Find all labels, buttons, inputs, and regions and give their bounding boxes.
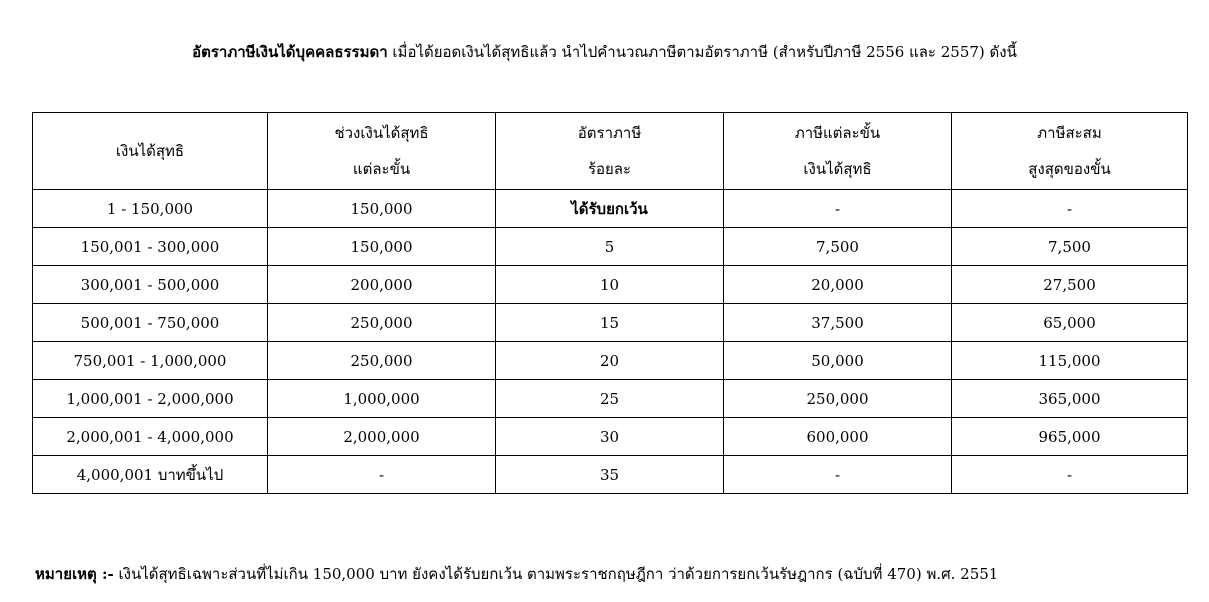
header-label-line2: ร้อยละ: [587, 160, 632, 178]
cell-tax-rate: 25: [496, 380, 724, 418]
table-row: [33, 304, 1188, 342]
cell-net-income: 300,001 - 500,000: [33, 266, 268, 304]
cell-net-income: 2,000,001 - 4,000,000: [33, 418, 268, 456]
cell-bracket-amount: 200,000: [268, 266, 496, 304]
cell-bracket-amount: 250,000: [268, 304, 496, 342]
cell-cumulative-tax: -: [952, 190, 1188, 228]
cell-bracket-tax: 50,000: [724, 342, 952, 380]
table-header-row: [33, 113, 1188, 190]
cell-cumulative-tax: 365,000: [952, 380, 1188, 418]
table-row: [33, 380, 1188, 418]
cell-net-income: 750,001 - 1,000,000: [33, 342, 268, 380]
cell-tax-rate: 10: [496, 266, 724, 304]
heading-description: เมื่อได้ยอดเงินได้สุทธิแล้ว นำไปคำนวณภาษีตามอัตราภาษี (สำหรับปีภาษี 2556 และ 2557) ดังนี้: [387, 43, 1017, 61]
cell-net-income: 500,001 - 750,000: [33, 304, 268, 342]
header-label: เงินได้สุทธิ: [115, 142, 185, 160]
cell-bracket-tax: 600,000: [724, 418, 952, 456]
cell-net-income: 4,000,001 บาทขึ้นไป: [33, 456, 268, 494]
header-label-line2: แต่ละขั้น: [352, 160, 411, 178]
header-income-bracket: [268, 113, 496, 190]
cell-tax-rate: 35: [496, 456, 724, 494]
header-label-line2: เงินได้สุทธิ: [803, 160, 872, 178]
header-label-line1: ช่วงเงินได้สุทธิ: [334, 124, 429, 142]
cell-bracket-tax: 20,000: [724, 266, 952, 304]
cell-bracket-amount: -: [268, 456, 496, 494]
cell-cumulative-tax: 965,000: [952, 418, 1188, 456]
footnote-text: เงินได้สุทธิเฉพาะส่วนที่ไม่เกิน 150,000 บาท ยังคงได้รับยกเว้น ตามพระราชกฤษฎีกา ว่าด้วยการยกเว้นรัษฎากร (ฉบับที่ 470) พ.ศ. 2551: [113, 565, 999, 583]
cell-cumulative-tax: 115,000: [952, 342, 1188, 380]
table-row: [33, 266, 1188, 304]
cell-bracket-tax: -: [724, 190, 952, 228]
cell-cumulative-tax: -: [952, 456, 1188, 494]
cell-bracket-tax: 250,000: [724, 380, 952, 418]
cell-bracket-tax: 7,500: [724, 228, 952, 266]
header-cumulative-tax: [952, 113, 1188, 190]
heading-bold-title: อัตราภาษีเงินได้บุคคลธรรมดา: [192, 43, 388, 61]
cell-tax-rate: 20: [496, 342, 724, 380]
cell-bracket-amount: 150,000: [268, 190, 496, 228]
header-label-line1: อัตราภาษี: [577, 124, 642, 142]
cell-net-income: 1,000,001 - 2,000,000: [33, 380, 268, 418]
tax-rate-table: [32, 112, 1188, 494]
footnote-label: หมายเหตุ :-: [35, 565, 114, 583]
cell-cumulative-tax: 7,500: [952, 228, 1188, 266]
header-label-line1: ภาษีสะสม: [1037, 124, 1102, 142]
table-row: [33, 342, 1188, 380]
header-tax-per-bracket: [724, 113, 952, 190]
cell-bracket-tax: 37,500: [724, 304, 952, 342]
header-label-line2: สูงสุดของขั้น: [1028, 160, 1111, 178]
cell-tax-rate: 15: [496, 304, 724, 342]
cell-net-income: 1 - 150,000: [33, 190, 268, 228]
cell-net-income: 150,001 - 300,000: [33, 228, 268, 266]
header-net-income: [33, 113, 268, 190]
table-row: [33, 456, 1188, 494]
header-label-line1: ภาษีแต่ละขั้น: [794, 124, 881, 142]
cell-bracket-tax: -: [724, 456, 952, 494]
table-row: [33, 228, 1188, 266]
cell-bracket-amount: 150,000: [268, 228, 496, 266]
page-heading: [0, 40, 1209, 64]
cell-cumulative-tax: 27,500: [952, 266, 1188, 304]
table-row: [33, 190, 1188, 228]
header-tax-rate: [496, 113, 724, 190]
cell-tax-rate: ได้รับยกเว้น: [496, 190, 724, 228]
footnote: [35, 562, 998, 586]
cell-cumulative-tax: 65,000: [952, 304, 1188, 342]
cell-tax-rate: 30: [496, 418, 724, 456]
cell-tax-rate: 5: [496, 228, 724, 266]
cell-bracket-amount: 250,000: [268, 342, 496, 380]
cell-bracket-amount: 2,000,000: [268, 418, 496, 456]
cell-bracket-amount: 1,000,000: [268, 380, 496, 418]
table-row: [33, 418, 1188, 456]
